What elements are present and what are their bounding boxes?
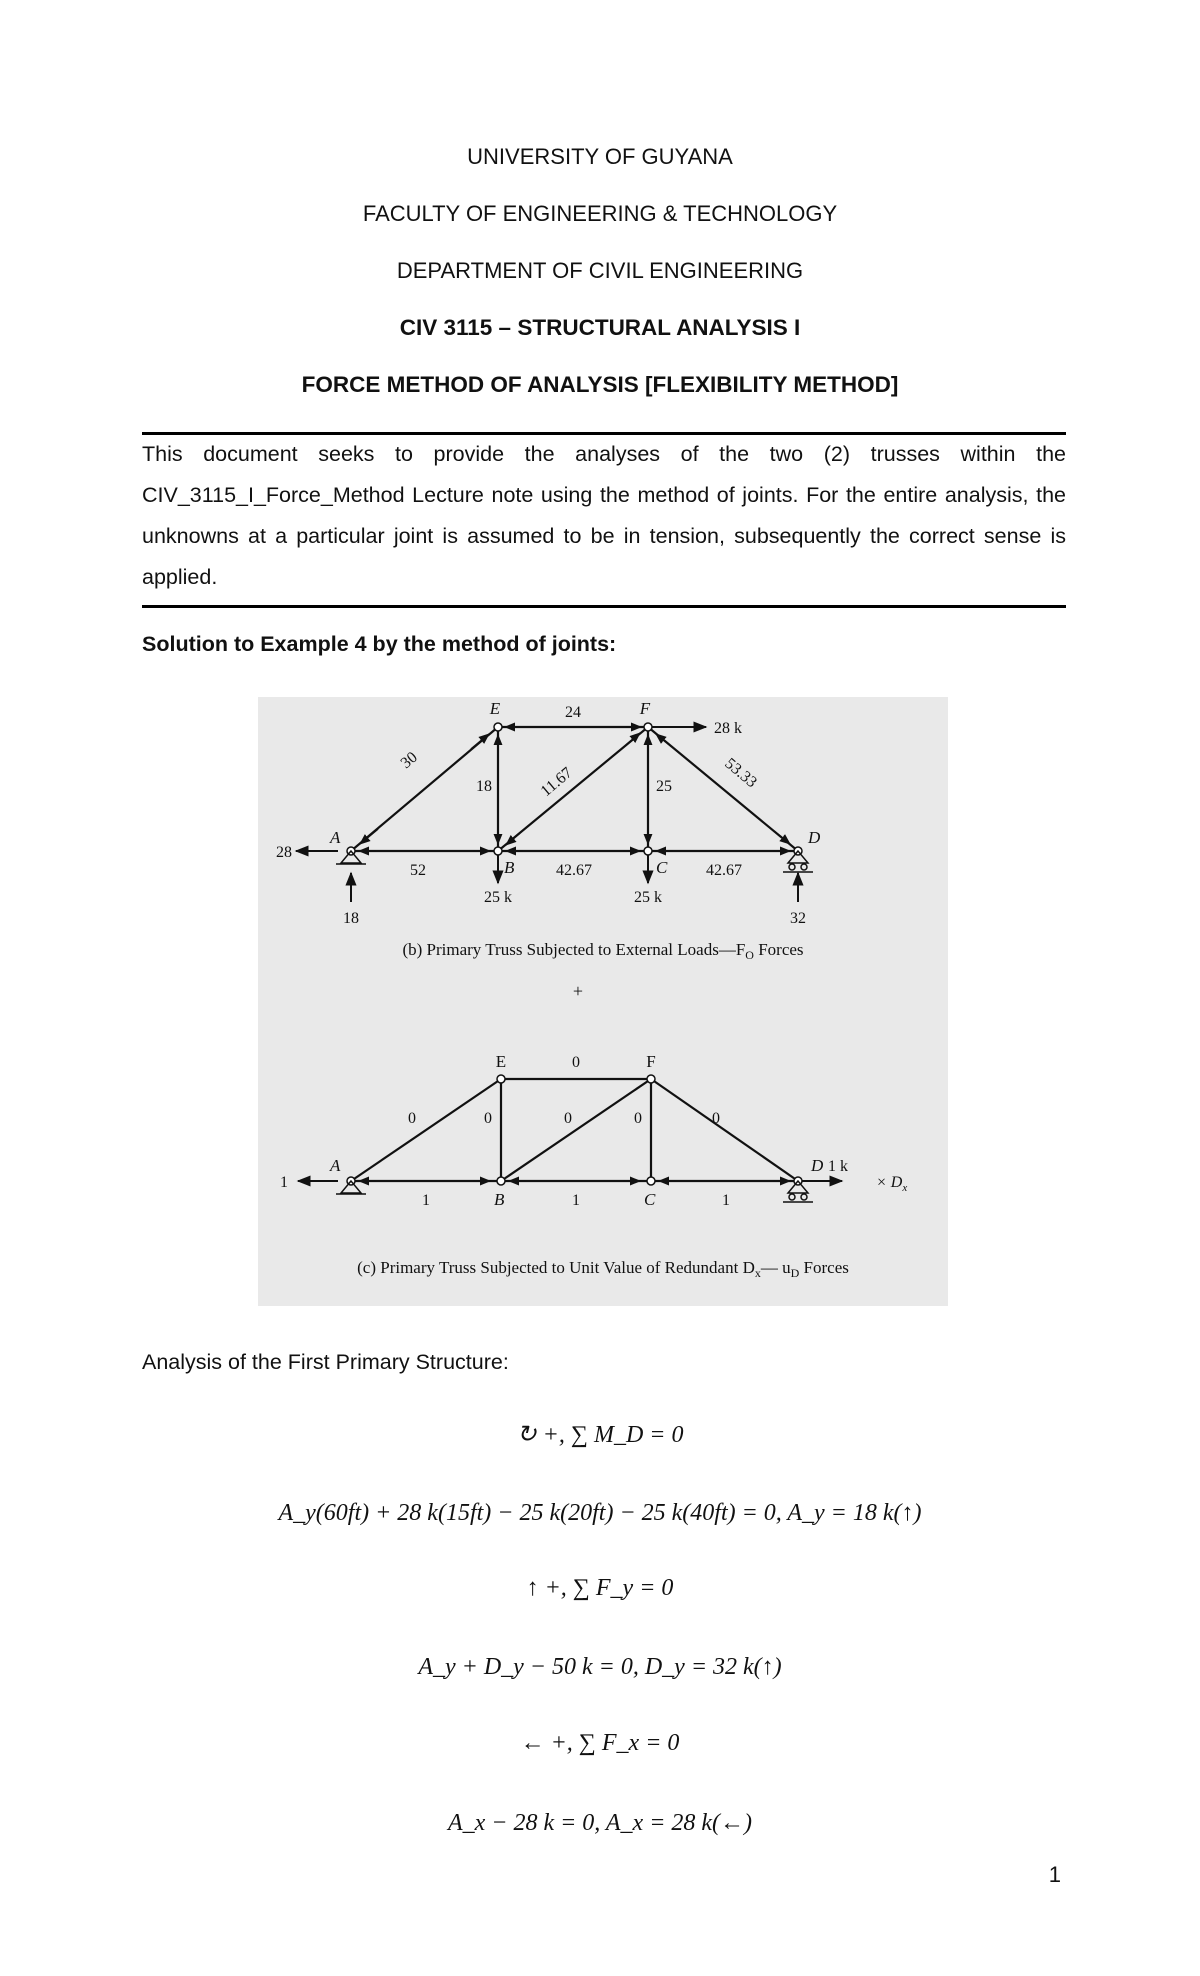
caption-c [357,1258,849,1280]
truss-diagram [258,697,948,1306]
document-title: FORCE METHOD OF ANALYSIS [FLEXIBILITY METHOD] [301,372,899,397]
load-c-vertical: 25 k [634,889,662,906]
equation-sum-fy: ↑ +, ∑ F_y = 0 [526,1575,674,1601]
caption-c-mid: — u [760,1258,791,1277]
truss-c-node-f: F [646,1052,656,1071]
member-c-ae: 0 [408,1110,416,1127]
department-name: DEPARTMENT OF CIVIL ENGINEERING [396,258,804,283]
truss-b-node-c: C [656,858,668,877]
equation-sum-fy-expanded: A_y + D_y − 50 k = 0, D_y = 32 k(↑) [418,1654,782,1680]
truss-c-members [351,1079,798,1181]
caption-c-sub: x [754,1266,761,1280]
page-number: 1 [1048,1862,1061,1887]
caption-c-sub2: D [790,1266,800,1280]
load-b-vertical: 25 k [484,889,512,906]
analysis-title: Analysis of the First Primary Structure: [142,1350,509,1374]
member-ab-force: 52 [410,862,426,879]
truss-c-node-b: B [494,1190,505,1209]
member-c-bf: 0 [564,1110,572,1127]
member-c-ef: 0 [572,1054,580,1071]
member-bf-force: 11.67 [537,764,576,801]
member-ae-force: 30 [397,748,421,773]
member-bc-force: 42.67 [556,862,592,879]
member-c-ab: 1 [422,1192,430,1209]
caption-b-text: (b) Primary Truss Subjected to External Loads—F [402,940,746,959]
faculty-name: FACULTY OF ENGINEERING & TECHNOLOGY [362,201,838,226]
redundant-dx-text: × D [876,1174,903,1191]
member-ef-force: 24 [565,704,581,721]
member-c-fd: 0 [712,1110,720,1127]
truss-b-node-d: D [808,828,821,847]
truss-c-node-c: C [644,1190,656,1209]
member-c-cd: 1 [722,1192,730,1209]
equation-moment-d: ↻ +, ∑ M_D = 0 [516,1422,684,1448]
member-c-fc: 0 [634,1110,642,1127]
plus-sign: + [572,981,584,1001]
load-c-d-unit: 1 k [828,1158,848,1175]
member-cd-force: 42.67 [706,862,742,879]
caption-b-sub: O [745,948,754,962]
university-name: UNIVERSITY OF GUYANA [467,144,733,169]
caption-c-end: Forces [799,1258,849,1277]
equation-moment-d-expanded: A_y(60ft) + 28 k(15ft) − 25 k(20ft) − 25 k(40ft) = 0, A_y = 18 k(↑) [278,1500,922,1526]
member-c-bc: 1 [572,1192,580,1209]
truss-c-node-e: E [495,1052,507,1071]
truss-b-node-f: F [639,699,651,718]
caption-b-end: Forces [753,940,804,959]
load-f-horizontal: 28 k [714,720,742,737]
equation-sum-fx: ← +, ∑ F_x = 0 [520,1730,680,1756]
member-fc-force: 25 [656,778,672,795]
reaction-ax: 28 [276,844,292,861]
redundant-dx [876,1174,907,1194]
truss-b-node-a: A [330,828,341,847]
member-c-eb: 0 [484,1110,492,1127]
caption-c-text: (c) Primary Truss Subjected to Unit Value of Redundant D [357,1258,755,1277]
truss-b-node-b: B [504,858,515,877]
intro-paragraph: This document seeks to provide the analyses of the two (2) trusses within the CIV_3115_I_Force_Method Lecture note using the method of joints. For the entire analysis, the unknowns at a particular joint is assumed to be in tension, subsequently the correct sense is applied. [142,442,1066,589]
truss-c-node-d: D [811,1156,824,1175]
section-title: Solution to Example 4 by the method of joints: [142,632,617,656]
course-title: CIV 3115 – STRUCTURAL ANALYSIS I [399,315,801,340]
equation-sum-fx-expanded: A_x − 28 k = 0, A_x = 28 k(←) [447,1810,753,1836]
caption-b [402,940,803,962]
truss-b-node-e: E [489,699,501,718]
truss-b-members [351,727,798,851]
reaction-ay: 18 [343,910,359,927]
bottom-rule [142,605,1066,608]
load-c-a-unit: 1 [280,1174,288,1191]
redundant-dx-sub: x [902,1182,908,1194]
member-fd-force: 53.33 [721,755,760,792]
truss-c-node-a: A [330,1156,341,1175]
truss-figure [258,697,948,1306]
member-eb-force: 18 [476,778,492,795]
reaction-dy: 32 [790,910,806,927]
